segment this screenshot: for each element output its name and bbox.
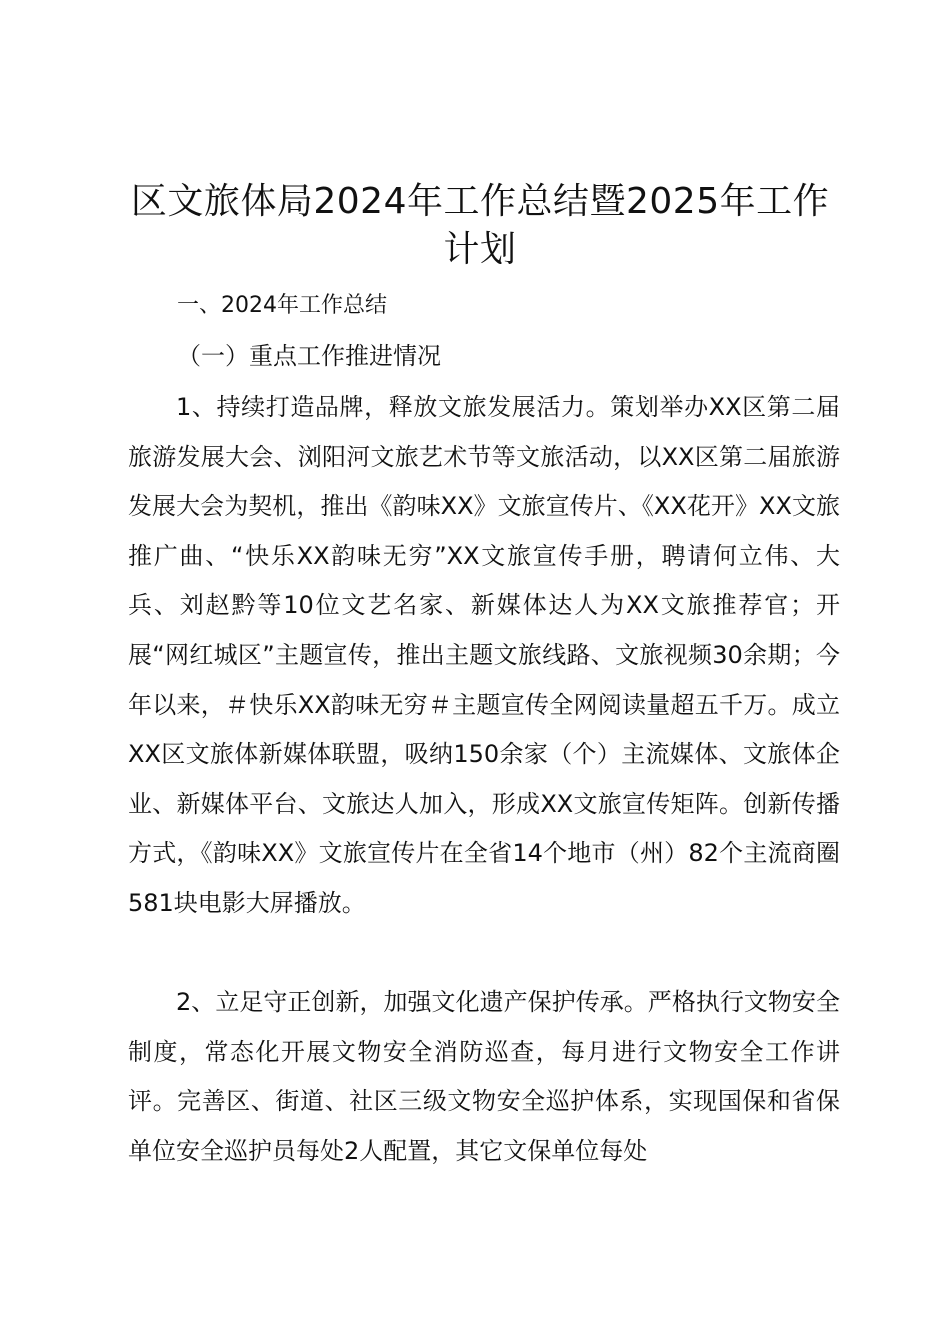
paragraph-1: 1、持续打造品牌，释放文旅发展活力。策划举办XX区第二届旅游发展大会、浏阳河文旅艺术节等文旅活动，以XX区第二届旅游发展大会为契机，推出《韵味XX》文旅宣传片、《XX花开》XX文旅推广曲、“快乐XX韵味无穷”XX文旅宣传手册，聘请何立伟、大兵、刘赵黔等10位文艺名家、新媒体达人为XX文旅推荐官；开展“网红城区”主题宣传，推出主题文旅线路、文旅视频30余期；今年以来，＃快乐XX韵味无穷＃主题宣传全网阅读量超五千万。成立XX区文旅体新媒体联盟，吸纳150余家（个）主流媒体、文旅体企业、新媒体平台、文旅达人加入，形成XX文旅宣传矩阵。创新传播方式，《韵味XX》文旅宣传片在全省14个地市（州）82个主流商圈581块电影大屏播放。	[128, 393, 840, 917]
subsection-heading: （一）重点工作推进情况	[177, 342, 441, 370]
section-heading: 一、2024年工作总结	[177, 293, 387, 318]
paragraph-2: 2、立足守正创新，加强文化遗产保护传承。严格执行文物安全制度，常态化开展文物安全消防巡查，每月进行文物安全工作讲评。完善区、街道、社区三级文物安全巡护体系，实现国保和省保单位安全巡护员每处2人配置，其它文保单位每处	[128, 988, 840, 1165]
document-title: 区文旅体局2024年工作总结暨2025年工作计划	[130, 181, 830, 270]
